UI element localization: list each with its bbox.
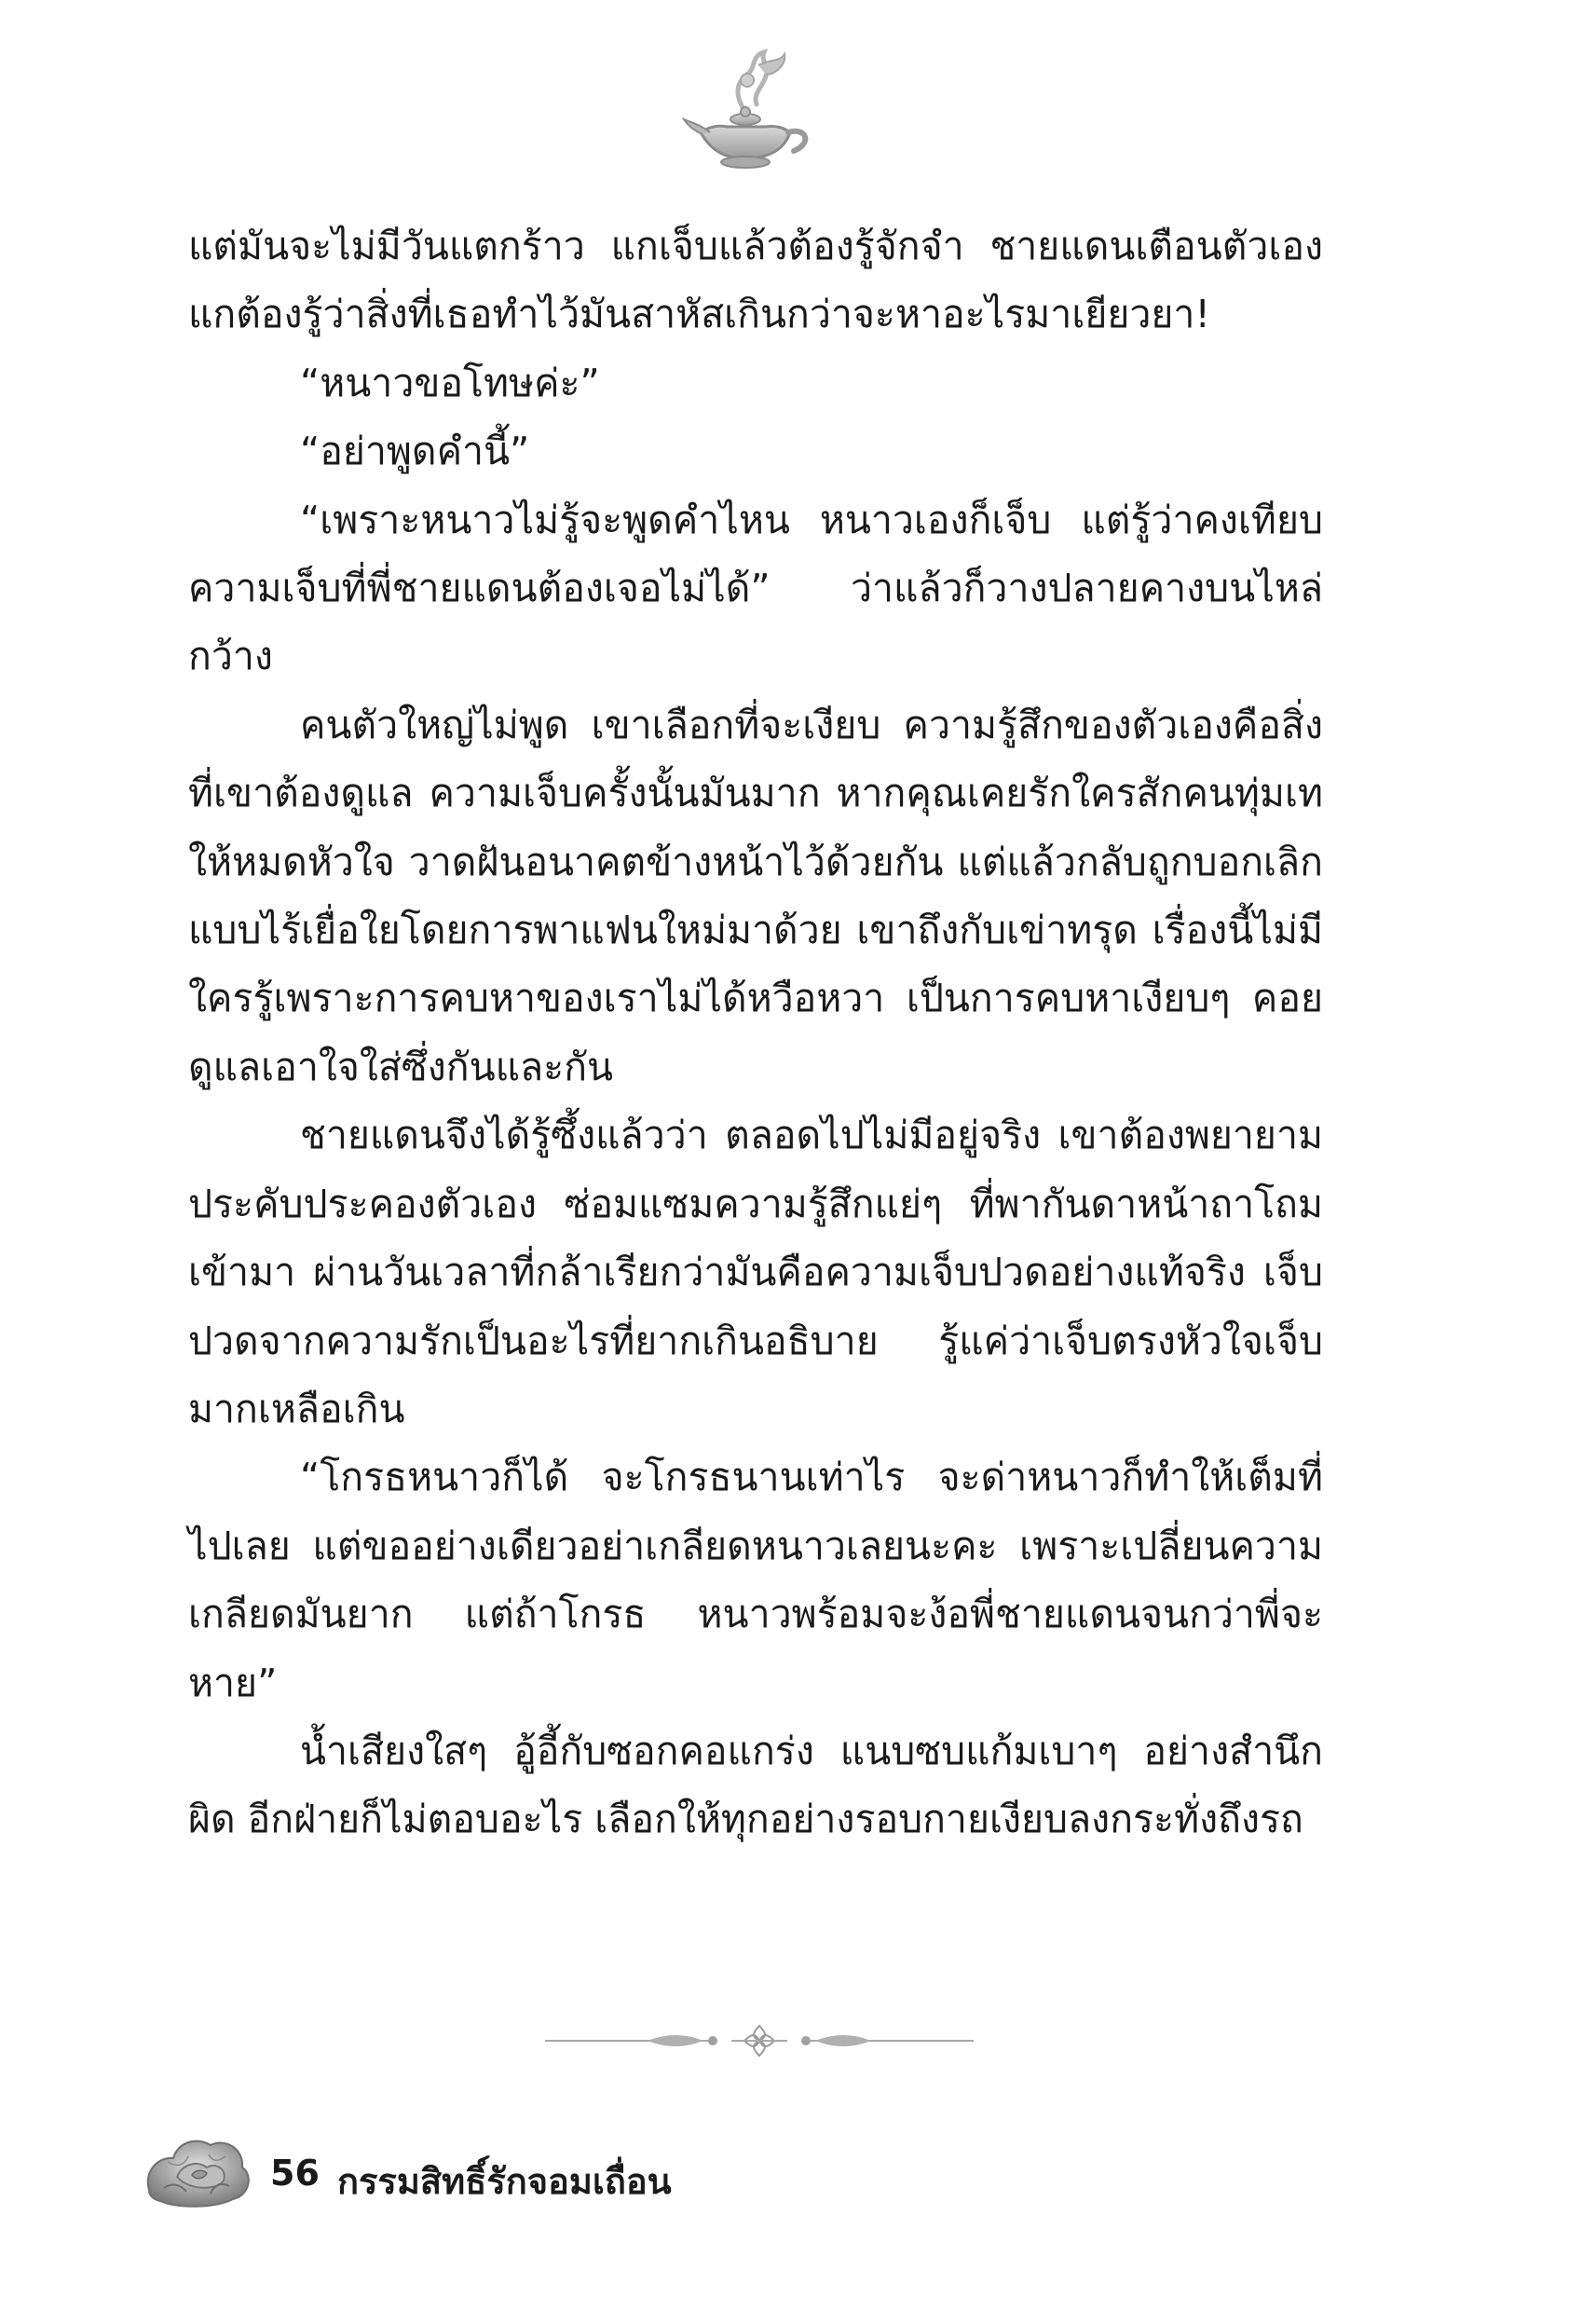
rose-icon xyxy=(140,2115,256,2213)
paragraph: ชายแดนจึงได้รู้ซึ้งแล้วว่า ตลอดไปไม่มีอยู่จริง เขาต้องพยายามประคับประคองตัวเอง ซ่อมแซมความรู้สึกแย่ๆ ที่พากันดาหน้าถาโถมเข้ามา ผ่านวันเวลาที่กล้าเรียกว่ามันคือความเจ็บปวดอย่างแท้จริง เจ็บปวดจากความรักเป็นอะไรที่ยากเกินอธิบาย รู้แค่ว่าเจ็บตรงหัวใจเจ็บมากเหลือเกิน xyxy=(188,1113,1323,1431)
paragraph: “โกรธหนาวก็ได้ จะโกรธนานเท่าไร จะด่าหนาวก็ทำให้เต็มที่ไปเลย แต่ขออย่างเดียวอย่าเกลียดหนาวเลยนะคะ เพราะเปลี่ยนความเกลียดมันยาก แต่ถ้าโกรธ หนาวพร้อมจะง้อพี่ชายแดนจนกว่าพี่จะหาย” xyxy=(188,1455,1323,1705)
book-title: กรรมสิทธิ์รักจอมเถื่อน xyxy=(337,2161,672,2202)
genie-lamp-icon xyxy=(680,47,820,186)
paragraph: แต่มันจะไม่มีวันแตกร้าว แกเจ็บแล้วต้องรู้จักจำ ชายแดนเตือนตัวเอง แกต้องรู้ว่าสิ่งที่เธอทำไว้มันสาหัสเกินกว่าจะหาอะไรมาเยียวยา! xyxy=(188,224,1323,337)
paragraph: “เพราะหนาวไม่รู้จะพูดคำไหน หนาวเองก็เจ็บ แต่รู้ว่าคงเทียบความเจ็บที่พี่ชายแดนต้องเจอไม่ได้” ว่าแล้วก็วางปลายคางบนไหล่กว้าง xyxy=(188,497,1323,679)
paragraph: “หนาวขอโทษค่ะ” xyxy=(300,360,600,405)
paragraph: น้ำเสียงใสๆ อู้อี้กับซอกคอแกร่ง แนบซบแก้มเบาๆ อย่างสำนึกผิด อีกฝ่ายก็ไม่ตอบอะไร เลือกให้ทุกอย่างรอบกายเงียบลงกระทั่งถึงรถ xyxy=(188,1728,1323,1842)
chapter-text xyxy=(188,212,1323,1854)
paragraph: “อย่าพูดคำนี้” xyxy=(300,429,530,474)
page-footer xyxy=(140,2115,792,2227)
floral-divider-icon xyxy=(545,2022,974,2059)
paragraph: คนตัวใหญ่ไม่พูด เขาเลือกที่จะเงียบ ความรู้สึกของตัวเองคือสิ่งที่เขาต้องดูแล ความเจ็บครั้งนั้นมันมาก หากคุณเคยรักใครสักคนทุ่มเทให้หมดหัวใจ วาดฝันอนาคตข้างหน้าไว้ด้วยกัน แต่แล้วกลับถูกบอกเลิกแบบไร้เยื่อใยโดยการพาแฟนใหม่มาด้วย เขาถึงกับเข่าทรุด เรื่องนี้ไม่มีใครรู้เพราะการคบหาของเราไม่ได้หวือหวา เป็นการคบหาเงียบๆ คอยดูแลเอาใจใส่ซึ่งกันและกัน xyxy=(188,702,1323,1089)
page-number: 56 xyxy=(270,2153,320,2194)
